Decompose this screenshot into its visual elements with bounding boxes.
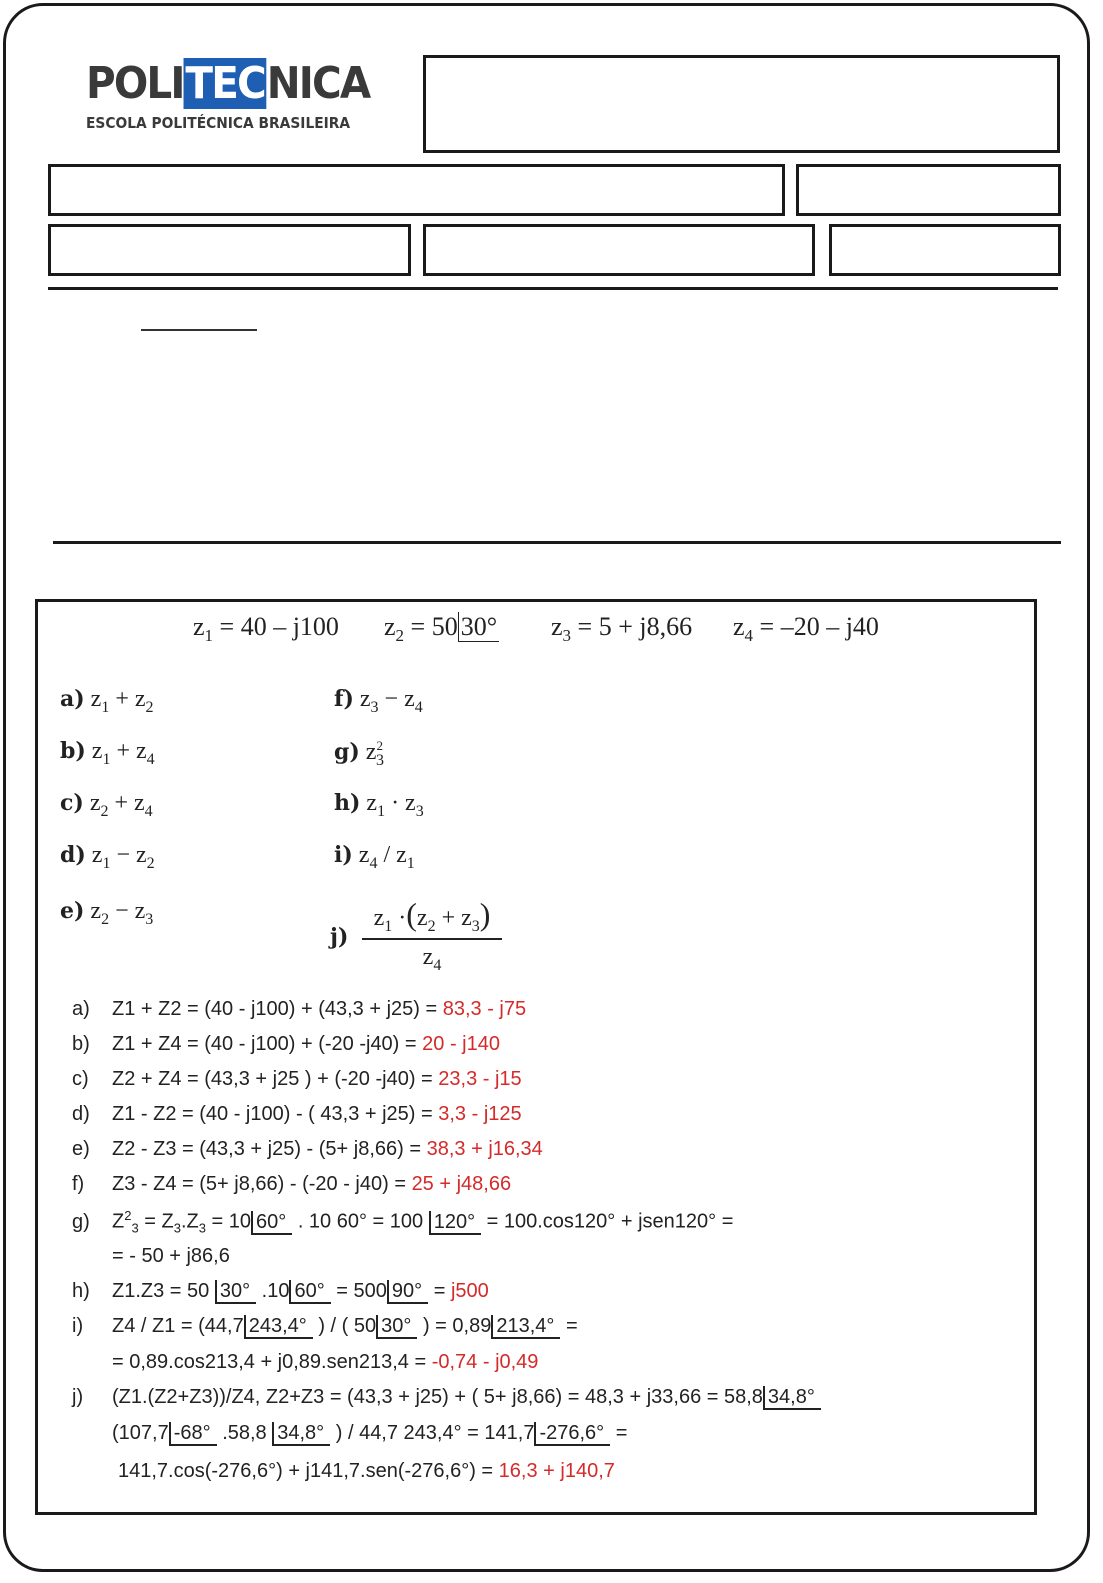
header-box-top-right [423,55,1060,153]
angle-bracket: 30° [458,612,499,642]
solution-e: e) Z2 - Z3 = (43,3 + j25) - (5+ j8,66) = 38,3 + j16,34 [72,1138,543,1160]
logo-wordmark: POLITECNICA [86,58,370,109]
angle-bracket: 90° [387,1280,428,1304]
question-c: c) $z_2 + z_4$ [60,790,153,820]
header-box-name [48,164,785,216]
given-z2: $z_2 = 50$ 30° [384,612,498,646]
solution-j-line3: 141,7.cos(-276,6°) + j141,7.sen(-276,6°) = 16,3 + j140,7 [118,1460,615,1482]
header-box-row2-right [829,224,1061,276]
question-i: i) $z_4 / z_1$ [334,842,415,872]
solution-f: f) Z3 - Z4 = (5+ j8,66) - (-20 - j40) = 25 + j48,66 [72,1173,512,1195]
angle-bracket: 34,8° [272,1422,330,1446]
angle-bracket: 243,4° [244,1315,313,1339]
angle-bracket: 60° [289,1280,330,1304]
header-divider [48,287,1058,290]
solution-g: g) $Z^2_3 = Z_3.Z_3 = 10$ 60° . 10 60° = 100 120° = 100.cos120° + jsen120° = [72,1208,734,1236]
exercise-box [35,599,1037,1515]
solution-d: d) Z1 - Z2 = (40 - j100) - ( 43,3 + j25) = 3,3 - j125 [72,1103,522,1125]
solution-c: c) Z2 + Z4 = (43,3 + j25 ) + (-20 -j40) = 23,3 - j15 [72,1068,522,1090]
header-box-row2-left [48,224,411,276]
header-box-short [796,164,1061,216]
given-z3: $z_3 = 5 + j8,66$ [551,612,693,646]
solution-j: j) (Z1.(Z2+Z3))/Z4, Z2+Z3 = (43,3 + j25) + ( 5+ j8,66) = 48,3 + j33,66 = 58,8 34,8° [72,1386,821,1410]
logo-subtitle: ESCOLA POLITÉCNICA BRASILEIRA [86,114,351,132]
politecnica-logo [86,58,370,138]
question-b: b) $z_1 + z_4$ [60,738,155,768]
solution-i-line2: = 0,89.cos213,4 + j0,89.sen213,4 = -0,74 - j0,49 [112,1351,539,1373]
question-h: h) $z_1 \cdot z_3$ [334,790,424,820]
angle-bracket: 30° [376,1315,417,1339]
given-z1: $z_1 = 40 - j100$ [193,612,339,646]
angle-bracket: 213,4° [491,1315,560,1339]
angle-bracket: 120° [429,1211,481,1235]
given-z4: $z_4 = -20 - j40$ [733,612,879,646]
header-box-row2-mid [423,224,815,276]
solution-j-line2: (107,7 -68° .58,8 34,8° ) / 44,7 243,4° = 141,7 -276,6° = [112,1422,628,1444]
question-f: f) $z_3 - z_4$ [334,686,423,716]
question-a: a) $z_1 + z_2$ [60,686,154,716]
question-e: e) $z_2 - z_3$ [60,898,154,928]
question-g: g) $z^2_3$ [334,738,384,769]
solution-i: i) Z4 / Z1 = (44,7 243,4° ) / ( 50 30° ) = 0,89 213,4° = [72,1315,578,1337]
section-divider [53,541,1061,544]
solution-a: a) Z1 + Z2 = (40 - j100) + (43,3 + j25) = 83,3 - j75 [72,998,527,1020]
question-d: d) $z_1 - z_2$ [60,842,155,872]
angle-bracket: 34,8° [763,1386,821,1410]
angle-bracket: 30° [215,1280,256,1304]
solution-g-line2: = - 50 + j86,6 [112,1245,230,1267]
question-j: j) [330,924,349,950]
solution-b: b) Z1 + Z4 = (40 - j100) + (-20 -j40) = 20 - j140 [72,1033,500,1055]
angle-bracket: -68° [169,1422,217,1446]
solution-h: h) Z1.Z3 = 50 30° .10 60° = 500 90° = j500 [72,1280,489,1302]
angle-bracket: 60° [251,1211,292,1235]
short-underline [141,329,257,331]
angle-bracket: -276,6° [534,1422,610,1446]
